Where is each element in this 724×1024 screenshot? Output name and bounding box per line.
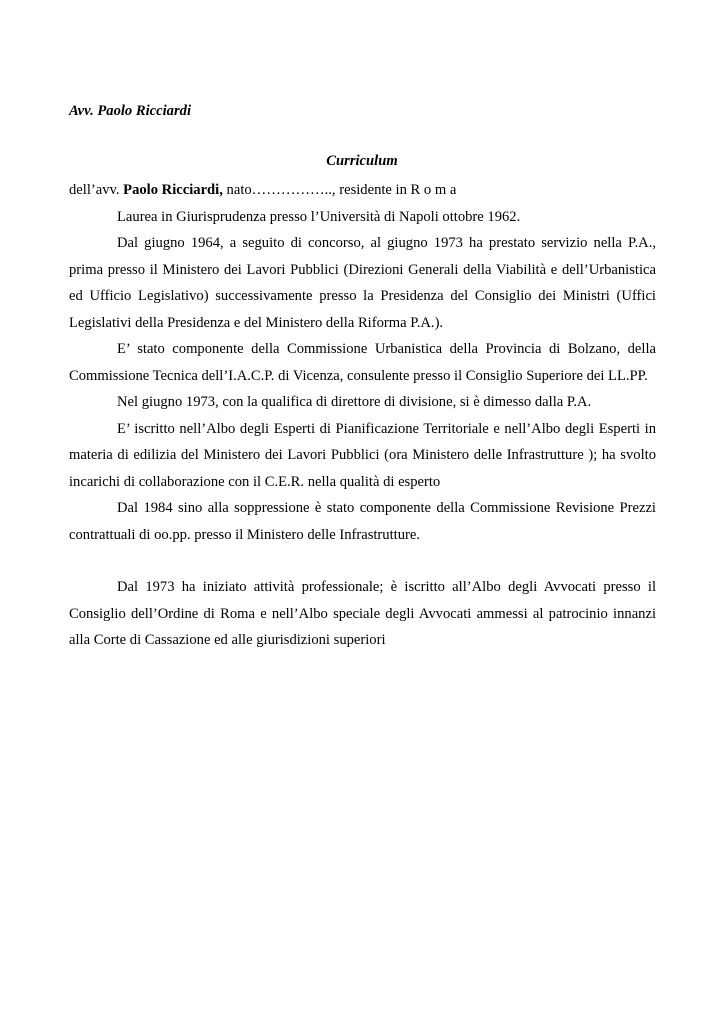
- document-body: [69, 177, 656, 654]
- paragraph-registers: E’ iscritto nell’Albo degli Esperti di Pianificazione Territoriale e nell’Albo degli Esperti in materia di edilizia del Ministero dei Lavori Pubblici (ora Ministero delle Infrastrutture ); ha svolto incarichi di collaborazione con il C.E.R. nella qualità di esperto: [69, 420, 656, 490]
- intro-name: Paolo Ricciardi,: [123, 182, 223, 198]
- intro-prefix: dell’avv.: [69, 182, 124, 198]
- paragraph-professional: Dal 1973 ha iniziato attività professionale; è iscritto all’Albo degli Avvocati presso il Consiglio dell’Ordine di Roma e nell’Albo speciale degli Avvocati ammessi al patrocinio innanzi alla Corte di Cassazione ed alle giurisdizioni superiori: [69, 579, 656, 648]
- paragraph-degree: Laurea in Giurisprudenza presso l’Università di Napoli ottobre 1962.: [117, 208, 521, 225]
- paragraph-price-commission: Dal 1984 sino alla soppressione è stato componente della Commissione Revisione Prezzi contrattuali di oo.pp. presso il Ministero delle Infrastrutture.: [69, 500, 656, 543]
- document-title: Curriculum: [326, 153, 398, 169]
- intro-suffix: nato…………….., residente in R o m a: [222, 182, 457, 198]
- author-header: Avv. Paolo Ricciardi: [69, 103, 191, 119]
- paragraph-resignation: Nel giugno 1973, con la qualifica di direttore di divisione, si è dimesso dalla P.A.: [117, 394, 592, 410]
- paragraph-commissions: E’ stato componente della Commissione Urbanistica della Provincia di Bolzano, della Commissione Tecnica dell’I.A.C.P. di Vicenza, consulente presso il Consiglio Superiore dei LL.PP.: [69, 341, 656, 384]
- paragraph-public-service: Dal giugno 1964, a seguito di concorso, al giugno 1973 ha prestato servizio nella P.A., prima presso il Ministero dei Lavori Pubblici (Direzioni Generali della Viabilità e dell’Urbanistica ed Ufficio Legislativo) successivamente presso la Presidenza del Consiglio dei Ministri (Uffici Legislativi della Presidenza e del Ministero della Riforma P.A.).: [69, 235, 656, 331]
- intro-line: [69, 177, 656, 204]
